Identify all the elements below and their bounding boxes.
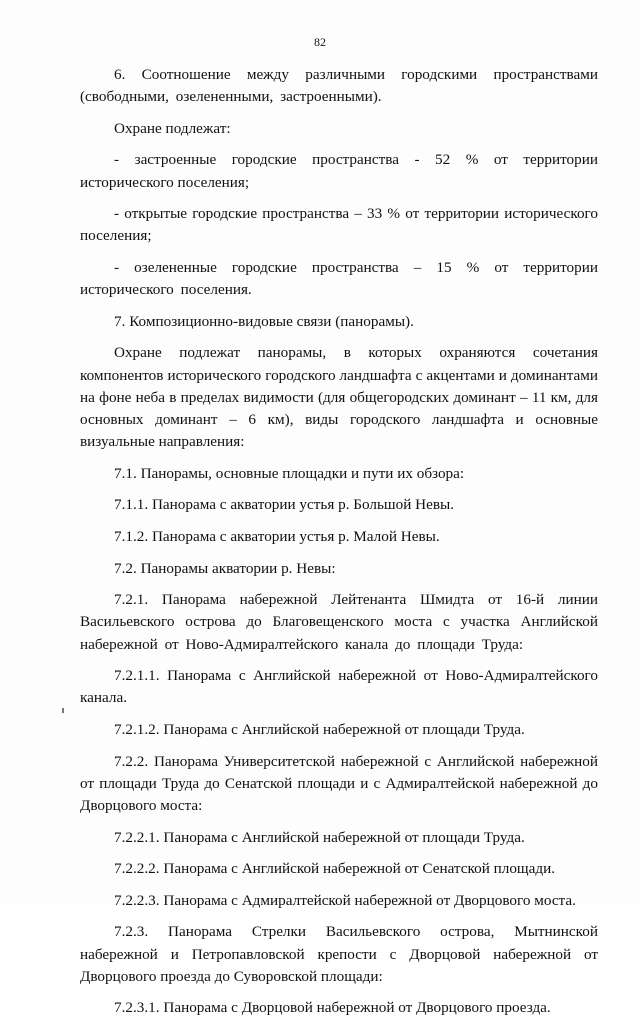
- paragraph-7-2-1-1: 7.2.1.1. Панорама с Английской набережной от Ново-Адмиралтейского канала.: [80, 667, 598, 707]
- paragraph-7-2-3-1: 7.2.3.1. Панорама с Дворцовой набережной от Дворцового проезда.: [114, 999, 551, 1017]
- scan-speck: [62, 708, 64, 713]
- paragraph-7-2-1-2: 7.2.1.2. Панорама с Английской набережной от площади Труда.: [114, 720, 525, 738]
- paragraph-7-2-1: 7.2.1. Панорама набережной Лейтенанта Шмидта от 16-й линии Васильевского острова до Благовещенского моста с участка Английской набережной от Ново-Адмиралтейского канала до площади Труда:: [80, 591, 598, 653]
- paragraph-7-2-2-3: 7.2.2.3. Панорама с Адмиралтейской набережной от Дворцового моста.: [114, 891, 576, 909]
- paragraph-7: 7. Композиционно-видовые связи (панорамы).: [114, 312, 414, 330]
- paragraph-6: 6. Соотношение между различными городскими пространствами (свободными, озелененными, застроенными).: [80, 66, 598, 106]
- paragraph-open-spaces: - открытые городские пространства – 33 % от территории исторического поселения;: [80, 205, 598, 245]
- paragraph-green-spaces: - озелененные городские пространства – 15 % от территории исторического поселения.: [80, 258, 598, 299]
- paragraph-built-spaces: - застроенные городские пространства - 52 % от территории исторического поселения;: [80, 151, 598, 191]
- paragraph-7-2: 7.2. Панорамы акватории р. Невы:: [114, 559, 336, 577]
- page-number: 82: [314, 35, 326, 49]
- paragraph-7-2-2: 7.2.2. Панорама Университетской набережной с Английской набережной от площади Труда до Сенатской площади и с Адмиралтейской набережной до Дворцового моста:: [80, 752, 598, 814]
- paragraph-7-2-3: 7.2.3. Панорама Стрелки Васильевского острова, Мытнинской набережной и Петропавловской крепости с Дворцовой набережной от Дворцового проезда до Суворовской площади:: [80, 923, 598, 985]
- paragraph-7-1-1: 7.1.1. Панорама с акватории устья р. Большой Невы.: [114, 496, 455, 514]
- paragraph-7-1-2: 7.1.2. Панорама с акватории устья р. Малой Невы.: [114, 527, 440, 545]
- paragraph-7-2-2-1: 7.2.2.1. Панорама с Английской набережной от площади Труда.: [114, 828, 525, 846]
- paragraph-panoramas-protection: Охране подлежат панорамы, в которых охраняются сочетания компонентов исторического городского ландшафта с акцентами и доминантами на фоне неба в пределах видимости (для общегородских доминант – 11 км, для основных доминант – 6 км), виды городского ландшафта и основные визуальные направления:: [80, 344, 598, 451]
- paragraph-7-2-2-2: 7.2.2.2. Панорама с Английской набережной от Сенатской площади.: [114, 860, 556, 878]
- document-body: [80, 64, 598, 1029]
- paragraph-protected-heading: Охране подлежат:: [114, 119, 231, 137]
- paragraph-7-1: 7.1. Панорамы, основные площадки и пути их обзора:: [114, 464, 465, 482]
